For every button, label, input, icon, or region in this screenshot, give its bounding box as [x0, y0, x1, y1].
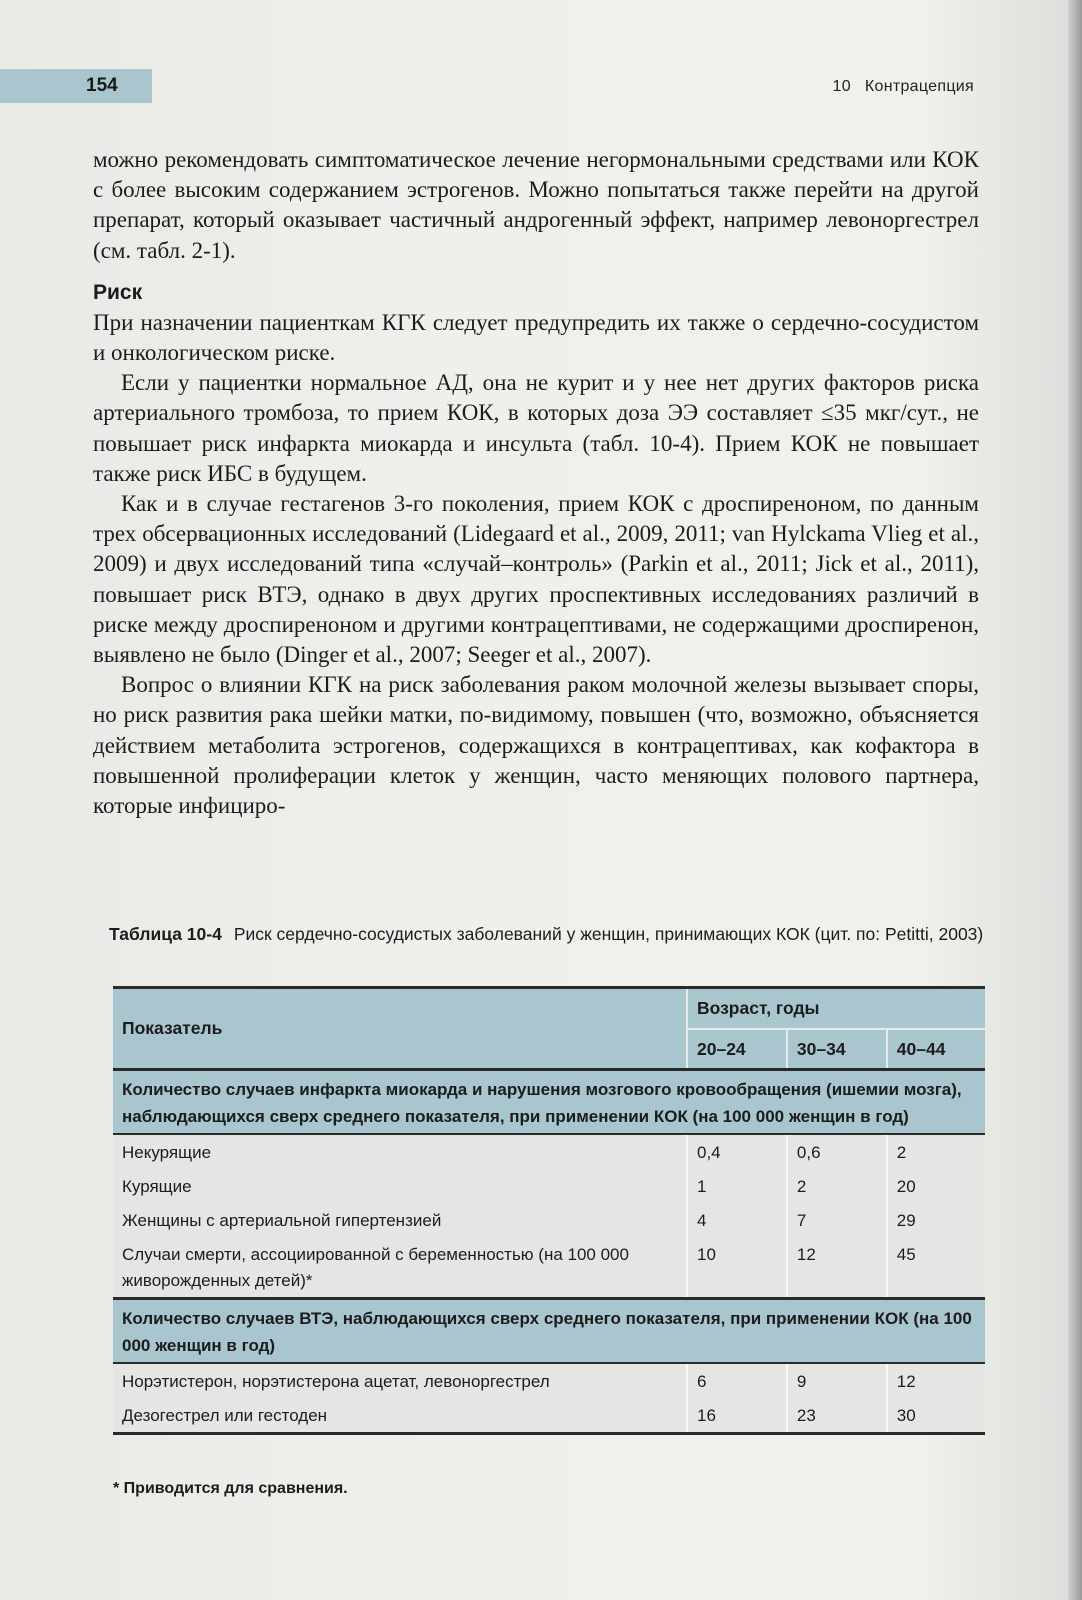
table-footnote: * Приводится для сравнения. [113, 1480, 348, 1497]
column-header-age-1: 20–24 [687, 1029, 787, 1070]
cell-value: 20 [887, 1169, 985, 1203]
row-label: Женщины с артериальной гипертензией [113, 1203, 687, 1237]
chapter-number: 10 [832, 78, 851, 95]
row-label: Случаи смерти, ассоциированной с беременностью (на 100 000 живорожденных детей)* [113, 1237, 687, 1299]
section-heading: Риск [93, 280, 143, 304]
table-caption-text: Риск сердечно-сосудистых заболеваний у женщин, принимающих КОК (цит. по: Petitti, 2003) [233, 924, 984, 944]
table-row [113, 1363, 985, 1398]
cell-value: 30 [887, 1398, 985, 1434]
body-text [93, 145, 979, 821]
row-label: Курящие [113, 1169, 687, 1203]
cell-value: 29 [887, 1203, 985, 1237]
column-header-age-2: 30–34 [787, 1029, 887, 1070]
table-row [113, 1203, 985, 1237]
cell-value: 45 [887, 1237, 985, 1299]
paragraph-2: При назначении пациенткам КГК следует предупредить их также о сердечно-сосудистом и онкологическом риске. [93, 309, 979, 366]
running-head [833, 78, 975, 96]
cell-value: 7 [787, 1203, 887, 1237]
cell-value: 12 [787, 1237, 887, 1299]
cell-value: 9 [787, 1363, 887, 1398]
page-number: 154 [0, 69, 152, 103]
page-edge [1068, 0, 1082, 1600]
column-header-age-3: 40–44 [887, 1029, 985, 1070]
chapter-title: Контрацепция [864, 78, 974, 95]
table-caption [109, 921, 989, 947]
cell-value: 10 [687, 1237, 787, 1299]
cell-value: 2 [787, 1169, 887, 1203]
cell-value: 0,4 [687, 1134, 787, 1169]
table-row [113, 1169, 985, 1203]
paragraph-5: Вопрос о влиянии КГК на риск заболевания раком молочной железы вызывает споры, но риск развития рака шейки матки, по-видимому, повышен (что, возможно, объясняется действием метаболита эстрогенов, содержащихся в контрацептивах, как кофактора в повышенной пролиферации клеток у женщин, часто меняющих полового партнера, которые инфициро- [93, 672, 979, 819]
paragraph-3: Если у пациентки нормальное АД, она не курит и у нее нет других факторов риска артериального тромбоза, то прием КОК, в которых доза ЭЭ составляет ≤35 мкг/сут., не повышает риск инфаркта миокарда и инсульта (табл. 10-4). Прием КОК не повышает также риск ИБС в будущем. [93, 370, 979, 486]
section-2-title: Количество случаев ВТЭ, наблюдающихся сверх среднего показателя, при применении КОК (на 100 000 женщин в год) [113, 1299, 985, 1364]
table-row [113, 1134, 985, 1169]
paragraph-4: Как и в случае гестагенов 3-го поколения, прием КОК с дроспиреноном, по данным трех обсервационных исследований (Lidegaard et al., 2009, 2011; van Hylckama Vlieg et al., 2009) и двух исследований типа «случай–контроль» (Parkin et al., 2011; Jick et al., 2011), повышает риск ВТЭ, однако в двух других проспективных исследованиях различий в риске между дроспиреноном и другими контрацептивами, не содержащими дроспиренон, выявлено не было (Dinger et al., 2007; Seeger et al., 2007). [93, 491, 979, 668]
row-label: Дезогестрел или гестоден [113, 1398, 687, 1434]
cell-value: 16 [687, 1398, 787, 1434]
row-label: Некурящие [113, 1134, 687, 1169]
cell-value: 23 [787, 1398, 887, 1434]
cell-value: 0,6 [787, 1134, 887, 1169]
cell-value: 2 [887, 1134, 985, 1169]
table-label: Таблица 10-4 [109, 924, 222, 944]
section-1-title: Количество случаев инфаркта миокарда и нарушения мозгового кровообращения (ишемии мозга), наблюдающихся сверх среднего показателя, при применении КОК (на 100 000 женщин в год) [113, 1070, 985, 1135]
table-row [113, 1398, 985, 1434]
cell-value: 1 [687, 1169, 787, 1203]
risk-table [113, 986, 985, 1435]
cell-value: 12 [887, 1363, 985, 1398]
paragraph-1: можно рекомендовать симптоматическое лечение негормональными средствами или КОК с более высоким содержанием эстрогенов. Можно попытаться также перейти на другой препарат, который оказывает частичный андрогенный эффект, например левоноргестрел (см. табл. 2-1). [93, 147, 979, 263]
row-label: Норэтистерон, норэтистерона ацетат, левоноргестрел [113, 1363, 687, 1398]
cell-value: 4 [687, 1203, 787, 1237]
cell-value: 6 [687, 1363, 787, 1398]
table-row [113, 1237, 985, 1299]
column-header-age: Возраст, годы [687, 988, 985, 1030]
column-header-indicator: Показатель [113, 988, 687, 1070]
